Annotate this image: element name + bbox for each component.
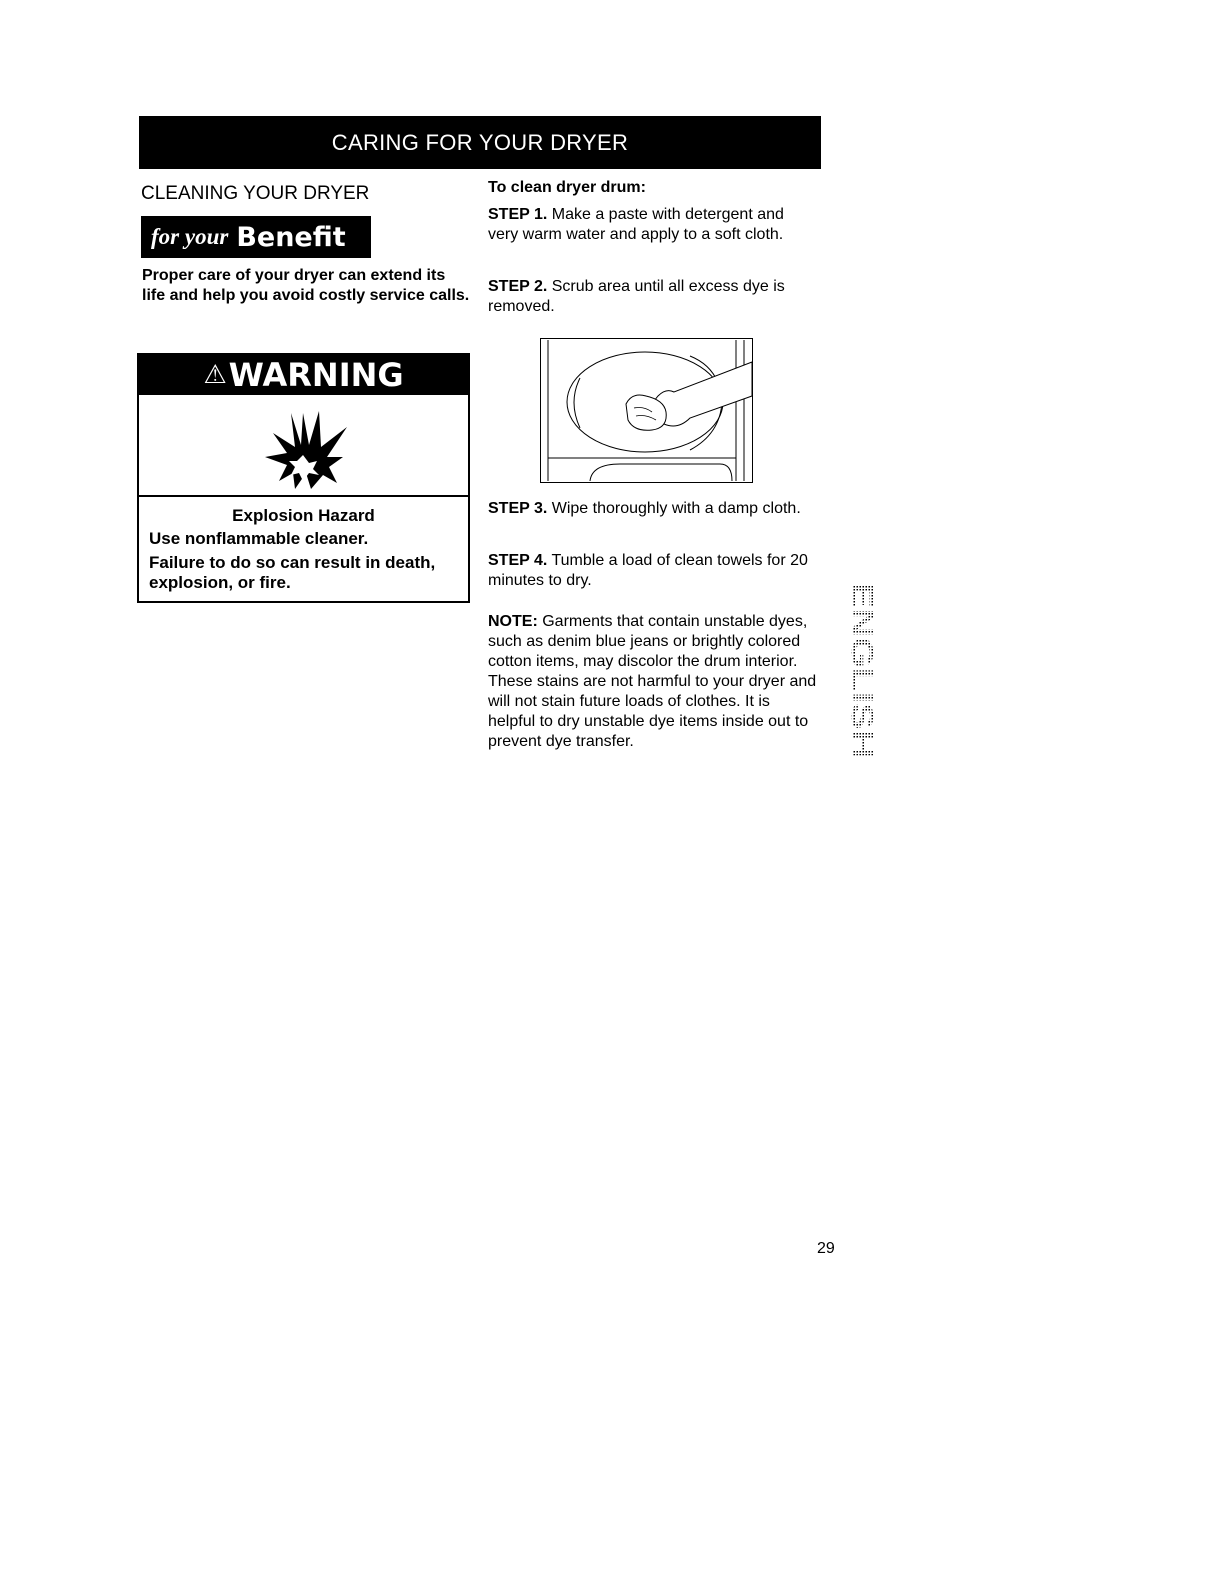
page-number: 29 <box>817 1240 835 1257</box>
explosion-icon <box>141 395 466 494</box>
step-text: Make a paste with detergent and very warm water and apply to a soft cloth. <box>488 206 784 243</box>
step-label: STEP 2. <box>488 278 548 295</box>
warning-triangle-icon: ⚠ <box>203 360 227 390</box>
step-label: STEP 1. <box>488 206 548 223</box>
badge-word: Benefit <box>236 221 346 253</box>
step-label: STEP 4. <box>488 552 548 569</box>
section-header-bar <box>139 116 821 169</box>
step-text: Tumble a load of clean towels for 20 minutes to dry. <box>488 552 808 589</box>
step-4 <box>488 551 818 591</box>
warning-box <box>137 353 470 603</box>
note-text: Garments that contain unstable dyes, such as denim blue jeans or brightly colored cotton items, may discolor the drum interior. These stains are not harmful to your dryer and will not stain future loads of clothes. It is helpful to dry unstable dye items inside out to prevent dye transfer. <box>488 613 817 750</box>
step-label: STEP 3. <box>488 500 548 517</box>
benefit-text: Proper care of your dryer can extend its life and help you avoid costly service calls. <box>142 267 470 304</box>
drum-cleaning-subheading: To clean dryer drum: <box>488 179 646 196</box>
note <box>488 612 818 752</box>
warning-divider <box>139 495 468 497</box>
language-side-tab <box>822 580 880 760</box>
step-1 <box>488 205 818 245</box>
hazard-title: Explosion Hazard <box>232 506 375 525</box>
step-text: Wipe thoroughly with a damp cloth. <box>551 500 801 517</box>
cleaning-heading: CLEANING YOUR DRYER <box>141 183 370 204</box>
step-2 <box>488 277 818 317</box>
badge-prefix: for your <box>151 224 229 249</box>
hazard-instruction: Use nonflammable cleaner. <box>149 529 369 548</box>
section-title: CARING FOR YOUR DRYER <box>331 129 629 155</box>
step-text: Scrub area until all excess dye is removed. <box>488 278 785 315</box>
language-label: ENGLISH <box>845 582 880 720</box>
note-label: NOTE: <box>488 613 538 630</box>
step-3 <box>488 499 818 519</box>
hand-wiping-drum-illustration <box>540 338 753 483</box>
for-your-benefit-badge <box>141 216 371 258</box>
hazard-consequence: Failure to do so can result in death, explosion, or fire. <box>149 553 436 592</box>
warning-title: WARNING <box>228 356 404 394</box>
warning-header <box>139 355 468 395</box>
